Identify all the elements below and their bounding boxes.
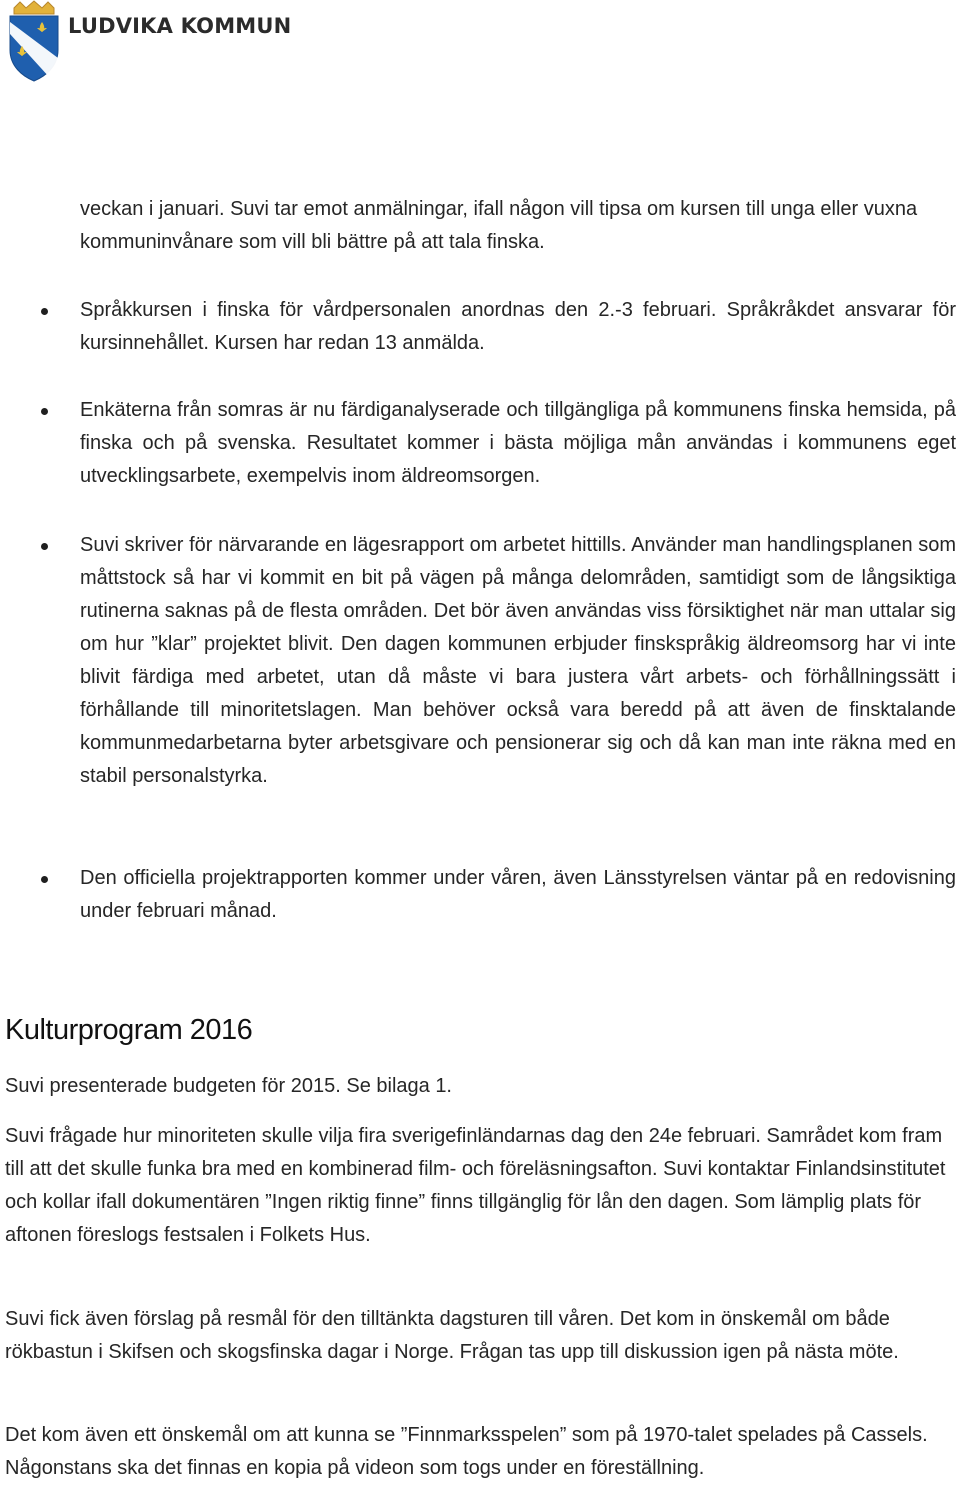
bullet-dot-icon — [41, 876, 48, 883]
section-paragraph: Suvi presenterade budgeten för 2015. Se bilaga 1. — [5, 1075, 452, 1097]
bullet-dot-icon — [41, 408, 48, 415]
bullet-text: Den officiella projektrapporten kommer under våren, även Länsstyrelsen väntar på en redovisning under februari månad. — [80, 867, 956, 922]
bullet-dot-icon — [41, 308, 48, 315]
section-heading: Kulturprogram 2016 — [5, 1014, 253, 1047]
bullet-text: Suvi skriver för närvarande en lägesrapport om arbetet hittills. Använder man handlingsplanen som måttstock så har vi kommit en bit på vägen på många delområden, samtidigt som de långsiktiga rutinerna saknas på de flesta områden. Det bör även användas viss försiktighet när man uttalar sig om hur ”klar” projektet blivit. Den dagen kommunen erbjuder finskspråkig äldreomsorg har vi inte blivit färdiga med arbetet, utan då måste vi bara justera vårt arbets- och förhållningssätt i förhållande till minoritetslagen. Man behöver också vara beredd på att även de finsktalande kommunmedarbetarna byter arbetsgivare och pensionerar sig och då kan man inte räkna med en stabil personalstyrka. — [80, 534, 956, 787]
coat-of-arms-icon — [6, 0, 62, 82]
section-paragraph: Suvi frågade hur minoriteten skulle vilja fira sverigefinländarnas dag den 24e februari. Samrådet kom fram till att det skulle funka bra med en kombinerad film- och föreläsningsafton. Suvi kontaktar Finlandsinstitutet och kollar ifall dokumentären ”Ingen riktig finne” finns tillgänglig för lån den dagen. Som lämplig plats för aftonen föreslogs festsalen i Folkets Hus. — [5, 1125, 946, 1246]
section-paragraph: Det kom även ett önskemål om att kunna se ”Finnmarksspelen” som på 1970-talet spelades på Cassels. Någonstans ska det finnas en kopia på videon som togs under en föreställning. — [5, 1424, 928, 1479]
continuation-text: veckan i januari. Suvi tar emot anmälningar, ifall någon vill tipsa om kursen till unga eller vuxna kommuninvånare som vill bli bättre på att tala finska. — [80, 198, 918, 253]
logo-wordmark: LUDVIKA KOMMUN — [68, 14, 292, 38]
bullet-text: Enkäterna från somras är nu färdiganalyserade och tillgängliga på kommunens finska hemsida, på finska och på svenska. Resultatet kommer i bästa möjliga mån användas i kommunens eget utvecklingsarbete, exempelvis inom äldreomsorgen. — [80, 399, 956, 487]
municipality-logo — [6, 0, 292, 82]
section-paragraph: Suvi fick även förslag på resmål för den tilltänkta dagsturen till våren. Det kom in önskemål om både rökbastun i Skifsen och skogsfinska dagar i Norge. Frågan tas upp till diskussion igen på nästa möte. — [5, 1308, 899, 1363]
bullet-dot-icon — [41, 543, 48, 550]
bullet-item — [80, 294, 956, 360]
bullet-item — [80, 394, 956, 493]
bullet-item — [80, 862, 956, 928]
bullet-item — [80, 529, 956, 793]
bullet-text: Språkkursen i finska för vårdpersonalen anordnas den 2.-3 februari. Språkråkdet ansvarar för kursinnehållet. Kursen har redan 13 anmälda. — [80, 299, 956, 354]
